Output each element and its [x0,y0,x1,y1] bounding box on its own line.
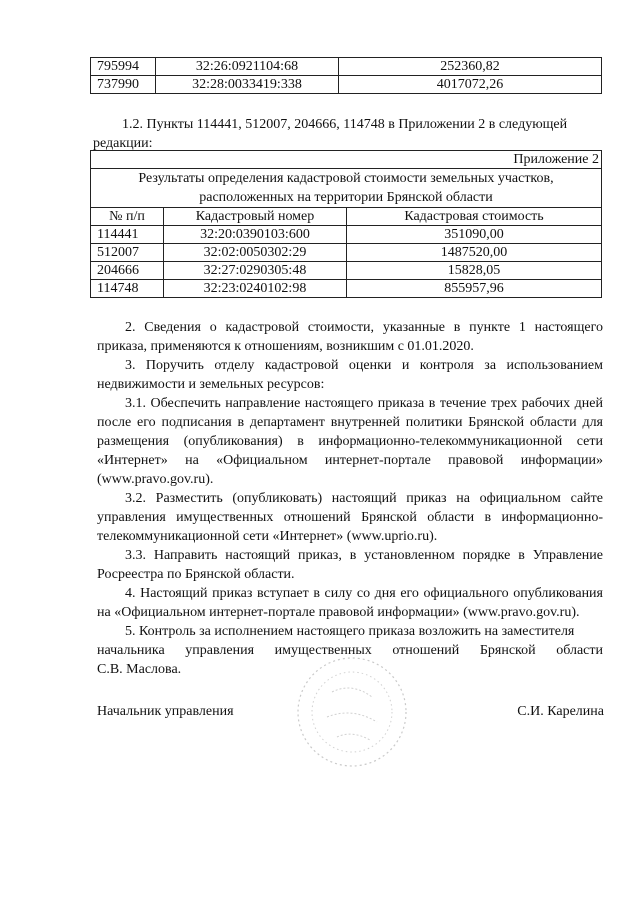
row-number: 737990 [91,76,156,94]
cadastral-number: 32:23:0240102:98 [164,280,347,298]
signature-name: С.И. Карелина [517,704,604,719]
appendix-title-line2: расположенных на территории Брянской области [199,190,493,205]
document-body [97,318,603,679]
cadastral-value: 855957,96 [347,280,602,298]
row-number: 512007 [91,244,164,262]
official-stamp [292,652,412,772]
cadastral-value: 1487520,00 [347,244,602,262]
cadastral-number: 32:26:0921104:68 [156,58,339,76]
paragraph-3-1: 3.1. Обеспечить направление настоящего приказа в течение трех рабочих дней после его подписания в департамент внутренней политики Брянской области для размещения (опубликования) в информационно-телекоммуникационной сети «Интернет» на «Официальном интернет-портале правовой информации» (www.pravo.gov.ru). [97,396,603,487]
table-row [91,280,602,298]
table-row [91,58,602,76]
header-number: № п/п [91,208,164,226]
appendix-title-row [91,169,602,208]
paragraph-5-line2: начальника управления имущественных отношений Брянской области [97,643,603,658]
cadastral-number: 32:27:0290305:48 [164,262,347,280]
paragraph-5-line3: С.В. Маслова. [97,662,182,677]
appendix-table [90,150,602,298]
cadastral-value: 4017072,26 [339,76,602,94]
table-header-row [91,208,602,226]
row-number: 795994 [91,58,156,76]
cadastral-number: 32:20:0390103:600 [164,226,347,244]
cadastral-number: 32:02:0050302:29 [164,244,347,262]
appendix-label: Приложение 2 [91,151,602,169]
paragraph-5-line1: 5. Контроль за исполнением настоящего приказа возложить на заместителя [125,624,575,639]
table-row [91,76,602,94]
table-row [91,226,602,244]
top-table [90,57,602,94]
table-row [91,262,602,280]
header-value: Кадастровая стоимость [347,208,602,226]
row-number: 114441 [91,226,164,244]
row-number: 114748 [91,280,164,298]
paragraph-4: 4. Настоящий приказ вступает в силу со дня его официального опубликования на «Официальном интернет-портале правовой информации» (www.pravo.gov.ru). [97,586,603,620]
paragraph-2: 2. Сведения о кадастровой стоимости, указанные в пункте 1 настоящего приказа, применяются к отношениям, возникшим с 01.01.2020. [97,320,603,354]
paragraph-3: 3. Поручить отделу кадастровой оценки и контроля за использованием недвижимости и земельных ресурсов: [97,358,603,392]
cadastral-value: 252360,82 [339,58,602,76]
cadastral-value: 351090,00 [347,226,602,244]
appendix-title-line1: Результаты определения кадастровой стоимости земельных участков, [138,171,554,186]
signature-position: Начальник управления [97,704,234,719]
table-row [91,244,602,262]
row-number: 204666 [91,262,164,280]
appendix-title [91,169,602,208]
header-cadastral: Кадастровый номер [164,208,347,226]
item-1-2-line2: редакции: [93,136,153,151]
cadastral-number: 32:28:0033419:338 [156,76,339,94]
paragraph-3-3: 3.3. Направить настоящий приказ, в установленном порядке в Управление Росреестра по Брянской области. [97,548,603,582]
paragraph-3-2: 3.2. Разместить (опубликовать) настоящий приказ на официальном сайте управления имущественных отношений Брянской области в информационно-телекоммуникационной сети «Интернет» (www.uprio.ru). [97,491,603,544]
item-1-2-line1: 1.2. Пункты 114441, 512007, 204666, 114748 в Приложении 2 в следующей [122,117,568,132]
appendix-label-row [91,151,602,169]
cadastral-value: 15828,05 [347,262,602,280]
